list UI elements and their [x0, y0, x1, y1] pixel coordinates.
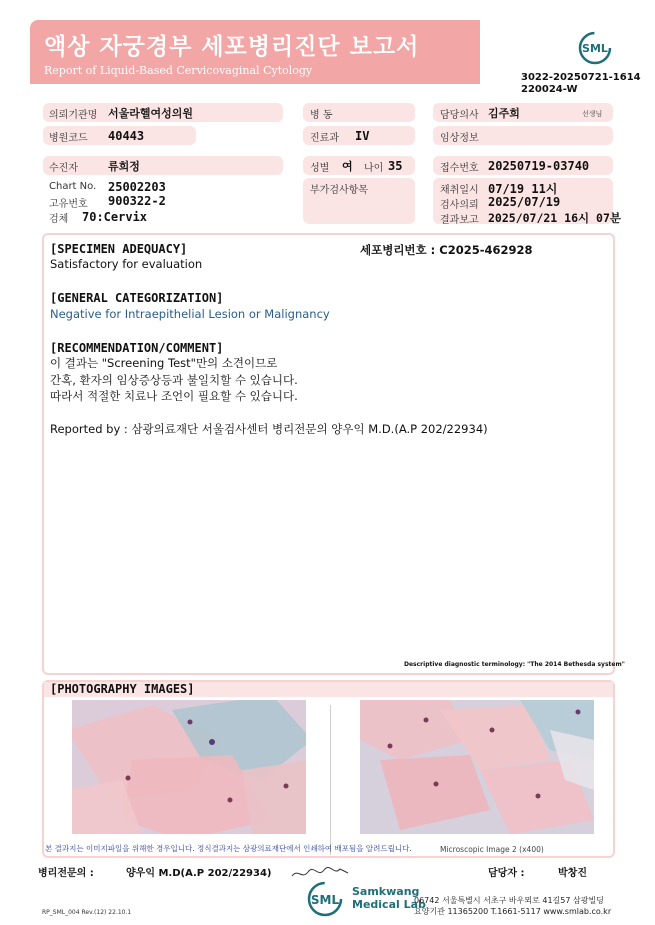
clinical-info-label: 임상정보 [440, 133, 479, 144]
ward-label: 병 동 [310, 110, 333, 121]
dept-value: IV [355, 129, 370, 143]
sex-label: 성별 [310, 163, 330, 174]
dept-label: 진료과 [310, 133, 339, 144]
chart-label: Chart No. [49, 181, 97, 192]
comment-line-1: 이 결과는 "Screening Test"만의 소견이므로 [50, 356, 278, 370]
document-number: 3022-20250721-1614 220024-W [521, 72, 641, 95]
sml-footer-logo-icon [305, 880, 345, 918]
patient-value: 류희정 [108, 160, 140, 173]
cyto-number: 세포병리번호 : C2025-462928 [360, 243, 533, 257]
unique-value: 900322-2 [108, 194, 166, 208]
doctor-label: 담당의사 [440, 110, 479, 121]
pathologist-value: 양우익 M.D(A.P 202/22934) [126, 868, 272, 879]
collect-value: 07/19 11시 [488, 182, 558, 196]
reported-by: Reported by : 삼광의료재단 서울검사센터 병리전문의 양우익 M.D.(A.P 202/22934) [50, 422, 488, 436]
adequacy-text: Satisfactory for evaluation [50, 257, 203, 271]
photo-title: [PHOTOGRAPHY IMAGES] [50, 682, 195, 696]
photo-notice: 본 결과지는 이미지파일을 위해한 경우입니다. 정식결과지는 삼광의료재단에서 인쇄하여 배포됨을 알려드립니다. [45, 844, 412, 853]
form-number: RP_SML_004 Rev.(12) 22.10.1 [42, 909, 132, 916]
report-subtitle: Report of Liquid-Based Cervicovaginal Cytology [44, 64, 313, 77]
doctor-suffix: 선생님 [582, 110, 603, 118]
staff-label: 담당자 : [488, 868, 525, 879]
age-label: 나이 [364, 163, 384, 174]
receipt-label: 접수번호 [440, 163, 479, 174]
photo-caption-2: Microscopic Image 2 (x400) [440, 845, 544, 854]
extra-tests-label: 부가검사항목 [310, 185, 368, 196]
svg-text:SML: SML [310, 893, 340, 907]
institution-value: 서울라헬여성의원 [108, 107, 194, 120]
chart-value: 25002203 [108, 180, 166, 194]
unique-label: 고유번호 [49, 199, 88, 210]
request-value: 2025/07/19 [488, 195, 561, 209]
address-block: 06742 서울특별시 서초구 바우뫼로 41길57 삼광빌딩 요양기관 11365200 T.1661-5117 www.smlab.co.kr [414, 896, 612, 916]
specimen-value: 70:Cervix [82, 210, 148, 224]
doctor-value: 김주희 [488, 107, 520, 120]
micro-image-1 [72, 700, 306, 834]
collect-label: 채취일시 [440, 185, 479, 196]
comment-title: [RECOMMENDATION/COMMENT] [50, 341, 224, 355]
general-text: Negative for Intraepithelial Lesion or Malignancy [50, 307, 330, 321]
brand-name: Samkwang Medical Lab [352, 885, 426, 911]
general-title: [GENERAL CATEGORIZATION] [50, 291, 224, 305]
sex-value: 여 [342, 160, 353, 173]
micro-image-2 [360, 700, 594, 834]
pathologist-label: 병리전문의 : [38, 868, 94, 879]
report-title: 액상 자궁경부 세포병리진단 보고서 [44, 34, 420, 60]
comment-line-2: 간혹, 환자의 임상증상등과 불일치할 수 있습니다. [50, 373, 298, 387]
age-value: 35 [388, 159, 403, 173]
sml-logo-icon [577, 30, 613, 66]
receipt-value: 20250719-03740 [488, 159, 590, 173]
patient-label: 수진자 [49, 163, 78, 174]
comment-line-3: 따라서 적절한 치료나 조언이 필요할 수 있습니다. [50, 389, 298, 403]
adequacy-title: [SPECIMEN ADEQUACY] [50, 242, 188, 256]
request-label: 검사의뢰 [440, 200, 479, 211]
specimen-label: 검체 [49, 214, 69, 225]
photo-divider [330, 705, 331, 855]
terminology-note: Descriptive diagnostic terminology: "The 2014 Bethesda system" [404, 661, 625, 668]
logo-text: SML [582, 42, 608, 55]
hospital-code-value: 40443 [108, 129, 145, 143]
hospital-code-label: 병원코드 [49, 133, 88, 144]
institution-label: 의뢰기관명 [49, 110, 98, 121]
report-value: 2025/07/21 16시 07분 [488, 211, 621, 225]
staff-value: 박창진 [558, 868, 587, 879]
report-label: 결과보고 [440, 215, 479, 226]
patient-field [43, 156, 283, 175]
